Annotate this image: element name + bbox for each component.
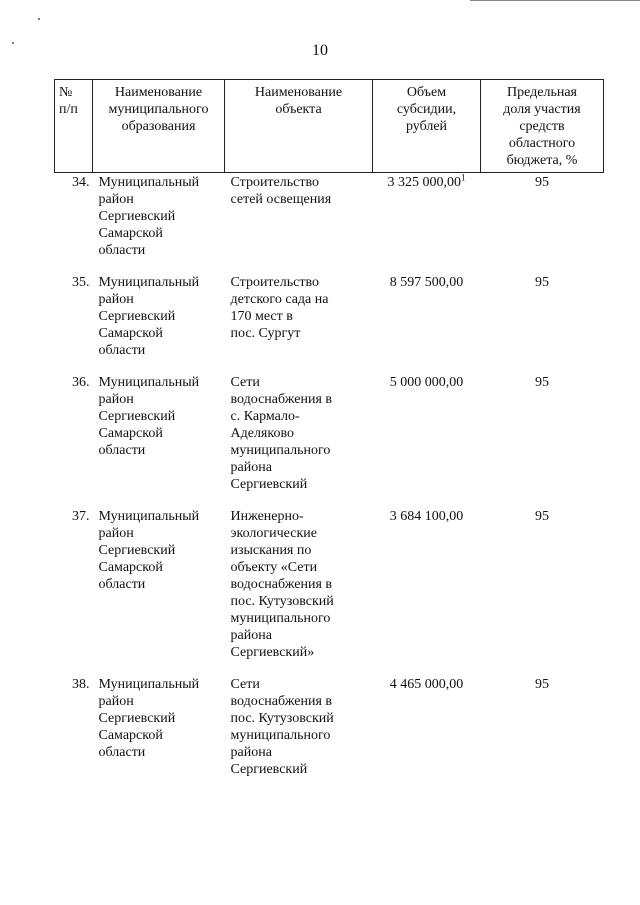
row-subsidy xyxy=(373,507,481,675)
row-number: 38. xyxy=(72,677,90,692)
row-share: 95 xyxy=(535,275,549,290)
table-header xyxy=(55,80,604,173)
row-number: 34. xyxy=(72,175,90,190)
subsidy-amount: 3 325 000,00 xyxy=(387,175,461,190)
row-share: 95 xyxy=(535,677,549,692)
header-subsidy: Объем субсидии, рублей xyxy=(373,80,481,173)
header-object: Наименование объекта xyxy=(225,80,373,173)
row-municipality: Муниципальный район Сергиевский Самарской области xyxy=(98,677,200,760)
row-subsidy xyxy=(373,273,481,373)
row-subsidy xyxy=(373,173,481,274)
row-object: Строительство сетей освещения xyxy=(230,175,332,207)
row-municipality: Муниципальный район Сергиевский Самарской области xyxy=(98,175,200,258)
row-object: Сети водоснабжения в с. Кармало- Аделяково муниципального района Сергиевский xyxy=(230,375,333,492)
row-number: 36. xyxy=(72,375,90,390)
row-share: 95 xyxy=(535,375,549,390)
scan-top-rule xyxy=(470,0,640,1)
row-municipality: Муниципальный район Сергиевский Самарской области xyxy=(98,275,200,358)
header-municipality: Наименование муниципального образования xyxy=(93,80,225,173)
header-share: Предельная доля участия средств областного бюджета, % xyxy=(481,80,604,173)
table-row xyxy=(55,507,604,675)
row-share: 95 xyxy=(535,175,549,190)
subsidy-amount: 4 465 000,00 xyxy=(389,677,464,692)
row-object: Строительство детского сада на 170 мест в пос. Сургут xyxy=(230,275,329,341)
table-row xyxy=(55,675,604,792)
row-object: Сети водоснабжения в пос. Кутузовский муниципального района Сергиевский xyxy=(230,677,334,777)
scan-speck xyxy=(38,18,40,20)
page-number: 10 xyxy=(312,42,328,59)
row-subsidy xyxy=(373,675,481,792)
subsidy-footnote-mark: 1 xyxy=(461,172,466,183)
table-body xyxy=(55,173,604,793)
row-share: 95 xyxy=(535,509,549,524)
row-municipality: Муниципальный район Сергиевский Самарской области xyxy=(98,375,200,458)
table-row xyxy=(55,273,604,373)
row-subsidy xyxy=(373,373,481,507)
table-row xyxy=(55,373,604,507)
header-number: № п/п xyxy=(55,80,93,173)
row-object: Инженерно- экологические изыскания по объекту «Сети водоснабжения в пос. Кутузовский муниципального района Сергиевский» xyxy=(230,509,334,660)
subsidy-amount: 8 597 500,00 xyxy=(389,275,464,290)
row-number: 37. xyxy=(72,509,90,524)
table-row xyxy=(55,173,604,274)
row-number: 35. xyxy=(72,275,90,290)
row-municipality: Муниципальный район Сергиевский Самарской области xyxy=(98,509,200,592)
subsidy-table xyxy=(54,79,604,792)
subsidy-amount: 3 684 100,00 xyxy=(389,509,464,524)
subsidy-amount: 5 000 000,00 xyxy=(389,375,464,390)
